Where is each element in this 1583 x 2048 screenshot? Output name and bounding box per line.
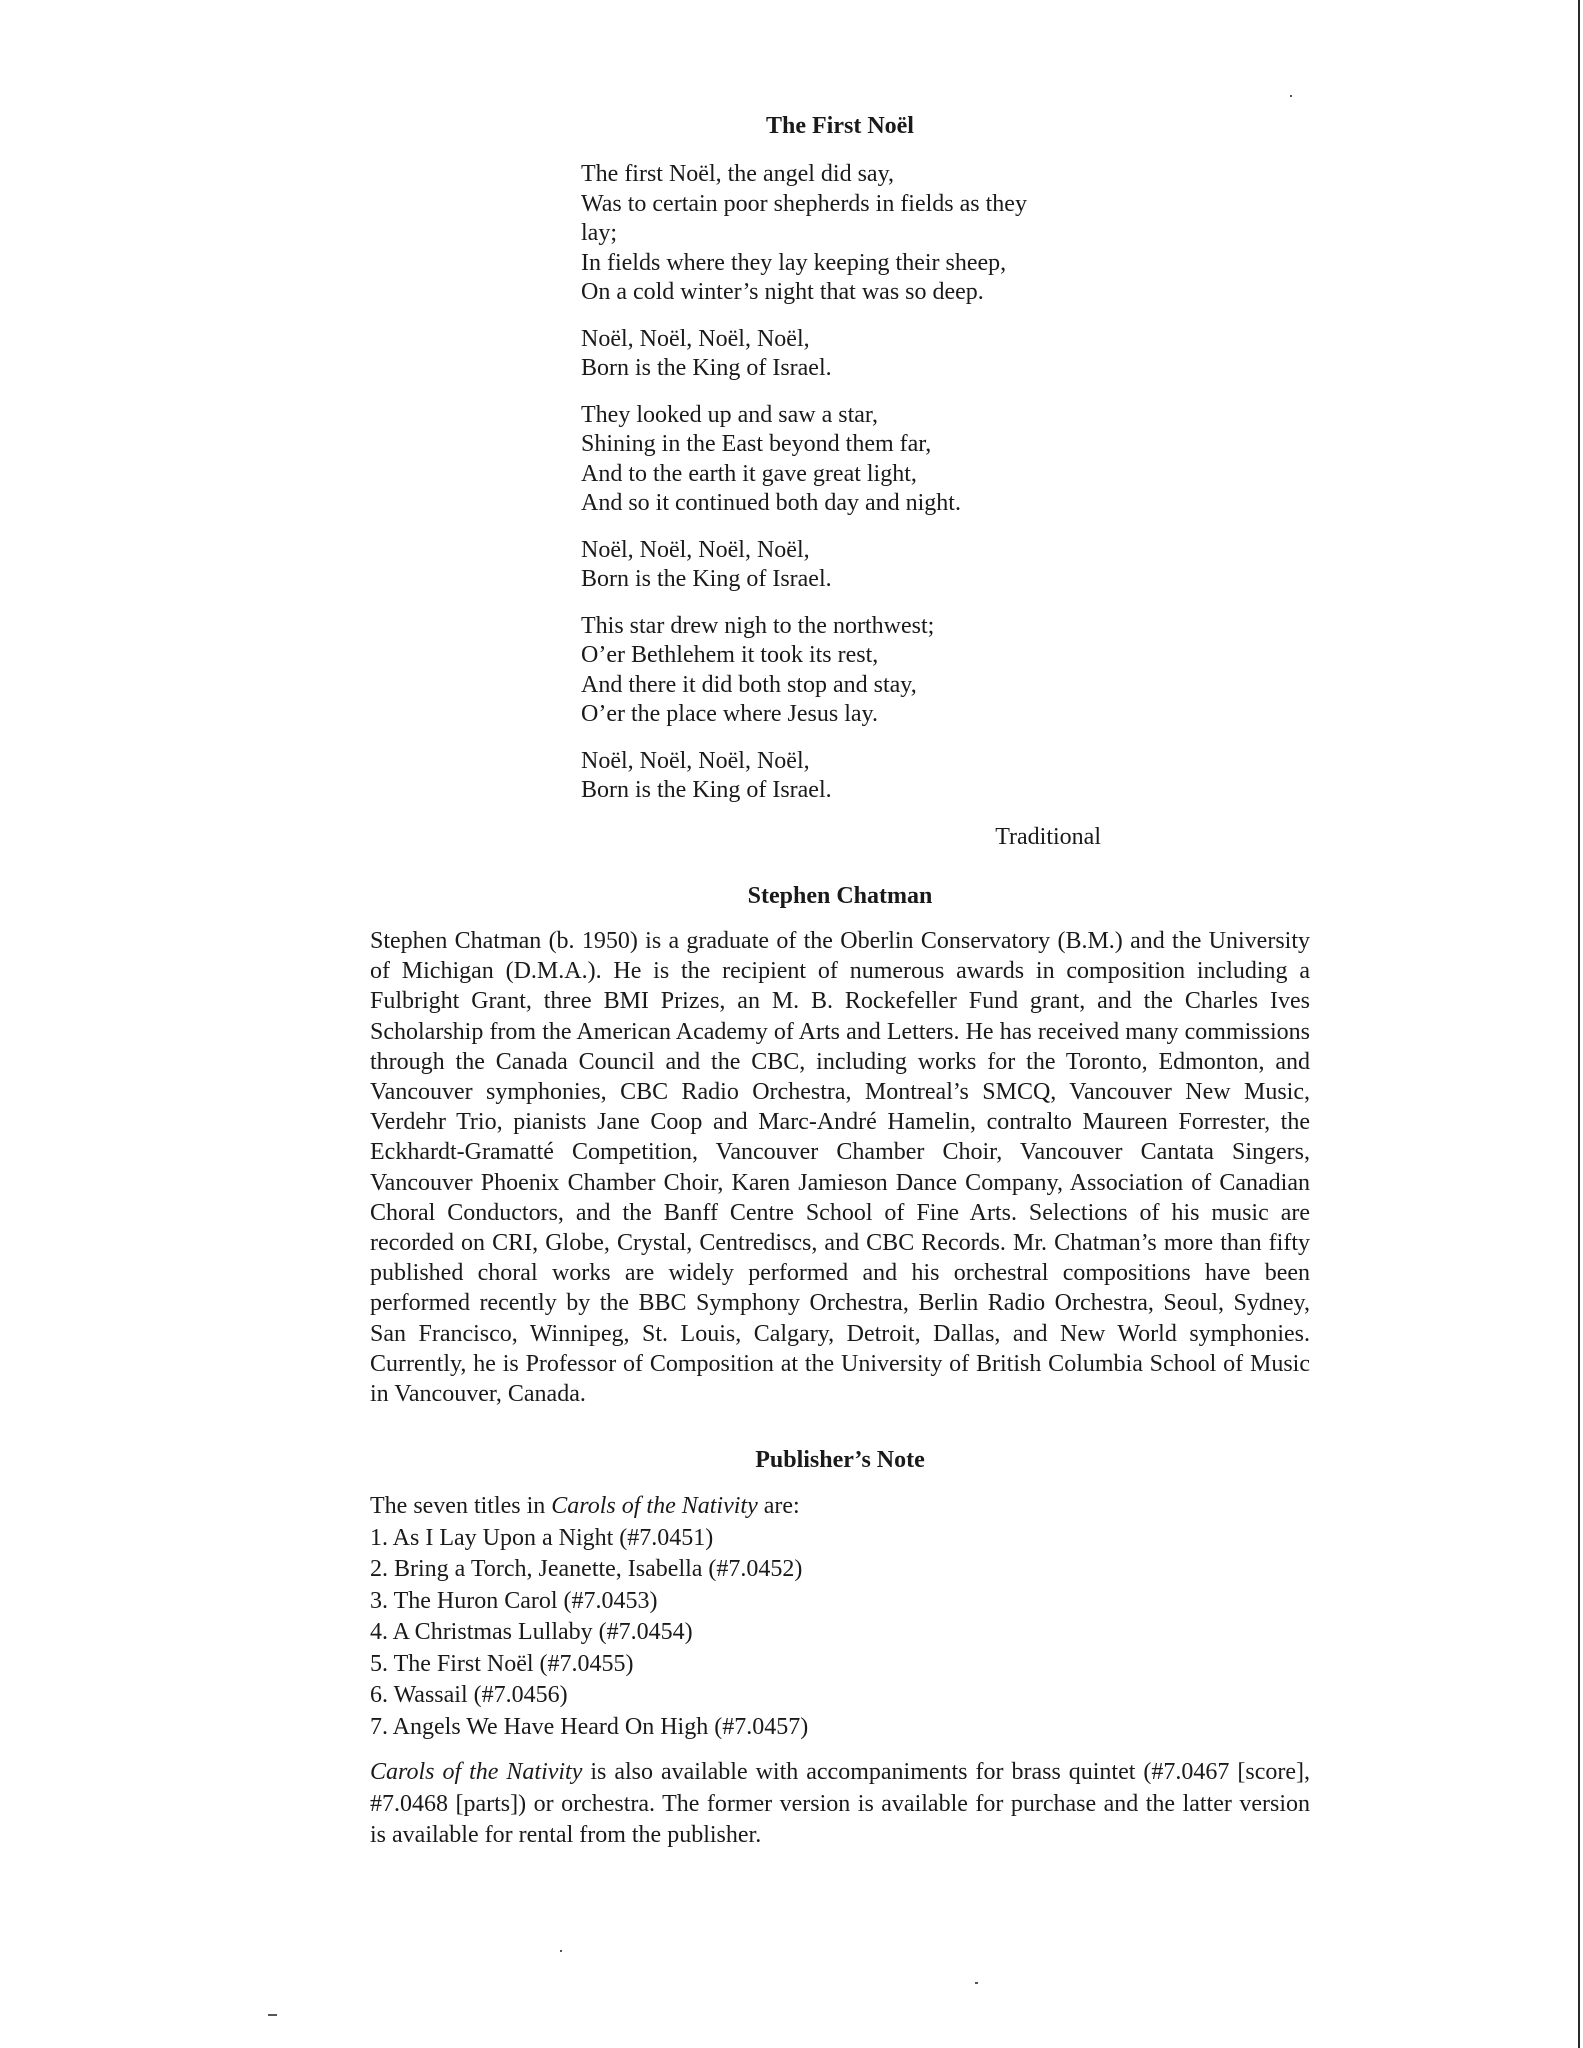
- poem-line: Born is the King of Israel.: [581, 566, 832, 592]
- poem-line: In fields where they lay keeping their sheep,: [581, 249, 1007, 276]
- list-item: 3. The Huron Carol (#7.0453): [370, 1587, 658, 1614]
- poem-line: Born is the King of Israel.: [581, 355, 832, 381]
- scan-edge-line: [1578, 0, 1580, 2048]
- poem-line: And to the earth it gave great light,: [581, 460, 917, 487]
- availability-paragraph: [370, 1757, 1310, 1852]
- stanza: [581, 160, 1101, 308]
- poem-line: Was to certain poor shepherds in fields as they: [581, 190, 1027, 217]
- poem-line: Shining in the East beyond them far,: [581, 431, 932, 457]
- intro-text: are:: [757, 1493, 800, 1519]
- poem-line: O’er Bethlehem it took its rest,: [581, 642, 879, 668]
- poem-line: O’er the place where Jesus lay.: [581, 701, 878, 727]
- collection-title: Carols of the Nativity: [370, 1759, 583, 1785]
- publisher-note-body: [370, 1491, 1310, 1852]
- poem-line: This star drew nigh to the northwest;: [581, 612, 935, 639]
- list-item: 2. Bring a Torch, Jeanette, Isabella (#7.0452): [370, 1556, 803, 1582]
- poem-body: [581, 160, 1101, 852]
- publisher-note-intro: [370, 1491, 1310, 1523]
- poem-line: lay;: [581, 220, 617, 246]
- poem-line: The first Noël, the angel did say,: [581, 161, 895, 187]
- stanza: [581, 612, 1101, 730]
- list-item: 5. The First Noël (#7.0455): [370, 1650, 634, 1677]
- publisher-note-heading: Publisher’s Note: [755, 1447, 925, 1473]
- intro-text: The seven titles in: [370, 1493, 552, 1519]
- poem-line: On a cold winter’s night that was so deep.: [581, 279, 984, 305]
- poem-line: Noël, Noël, Noël, Noël,: [581, 747, 810, 774]
- titles-list: [370, 1523, 1310, 1744]
- poem-line: Noël, Noël, Noël, Noël,: [581, 325, 810, 352]
- poem-attribution: Traditional: [995, 823, 1101, 850]
- list-item: 7. Angels We Have Heard On High (#7.0457): [370, 1713, 809, 1740]
- poem-line: And so it continued both day and night.: [581, 490, 961, 516]
- bio-heading: Stephen Chatman: [747, 883, 933, 909]
- scan-speck: [975, 1982, 978, 1984]
- bio-paragraph: Stephen Chatman (b. 1950) is a graduate of the Oberlin Conservatory (B.M.) and the University of Michigan (D.M.A.). He is the recipient of numerous awards in composition including a Fulbright Grant, three BMI Prizes, an M. B. Rockefeller Fund grant, and the Charles Ives Scholarship from the American Academy of Arts and Letters. He has received many commissions through the Canada Council and the CBC, including works for the Toronto, Edmonton, and Vancouver symphonies, CBC Radio Orchestra, Montreal’s SMCQ, Vancouver New Music, Verdehr Trio, pianists Jane Coop and Marc-André Hamelin, contralto Maureen Forrester, the Eckhardt-Gramatté Competition, Vancouver Chamber Choir, Vancouver Cantata Singers, Vancouver Phoenix Chamber Choir, Karen Jamieson Dance Company, Association of Canadian Choral Conductors, and the Banff Centre School of Fine Arts. Selections of his music are recorded on CRI, Globe, Crystal, Centrediscs, and CBC Records. Mr. Chatman’s more than fifty published choral works are widely performed and his orchestral compositions have been performed recently by the BBC Symphony Orchestra, Berlin Radio Orchestra, Seoul, Sydney, San Francisco, Winnipeg, St. Louis, Calgary, Detroit, Dallas, and New World symphonies. Currently, he is Professor of Composition at the University of British Columbia School of Music in Vancouver, Canada.: [370, 928, 1310, 1408]
- refrain: [581, 325, 1101, 384]
- refrain: [581, 536, 1101, 595]
- scan-speck: [268, 2014, 277, 2016]
- scan-speck: [1290, 95, 1292, 97]
- poem-line: They looked up and saw a star,: [581, 401, 878, 428]
- scan-speck: [560, 1950, 562, 1952]
- refrain: [581, 747, 1101, 806]
- list-item: 4. A Christmas Lullaby (#7.0454): [370, 1619, 693, 1645]
- poem-line: And there it did both stop and stay,: [581, 671, 917, 698]
- poem-line: Born is the King of Israel.: [581, 777, 832, 803]
- collection-title: Carols of the Nativity: [551, 1493, 758, 1519]
- list-item: 6. Wassail (#7.0456): [370, 1682, 568, 1708]
- poem-line: Noël, Noël, Noël, Noël,: [581, 536, 810, 563]
- poem-title: The First Noël: [766, 113, 914, 139]
- list-item: 1. As I Lay Upon a Night (#7.0451): [370, 1524, 714, 1551]
- availability-text: is also available with accompaniments for brass quintet (#7.0467 [score], #7.0468 [parts]) or orchestra. The former version is available for purchase and the latter version is available for rental from the publisher.: [370, 1759, 1310, 1848]
- stanza: [581, 401, 1101, 519]
